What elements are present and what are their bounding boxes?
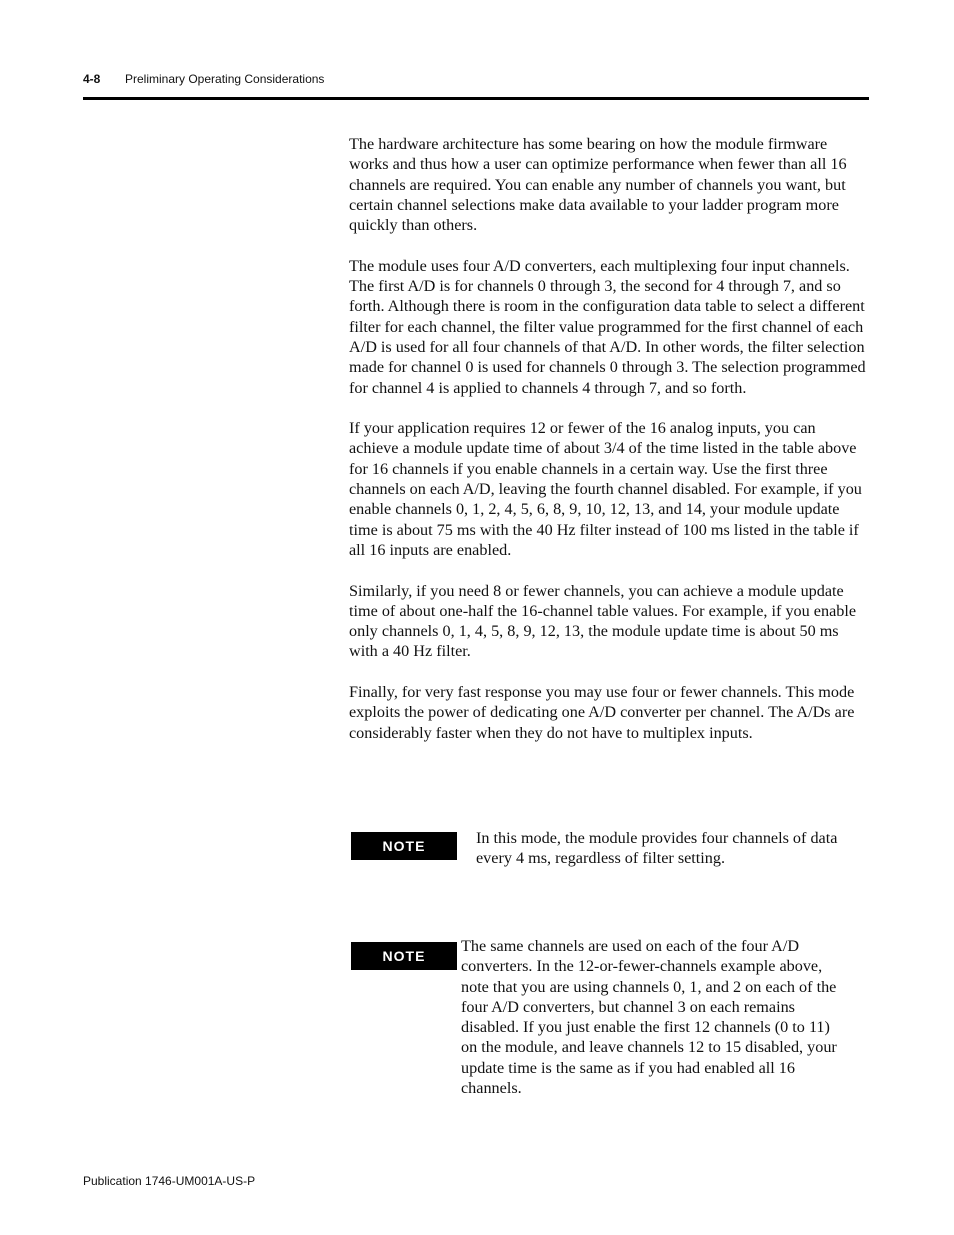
publication-footer: Publication 1746-UM001A-US-P: [83, 1174, 256, 1188]
page-number: 4-8: [83, 72, 101, 86]
paragraph: Finally, for very fast response you may use four or fewer channels. This mode exploits the power of dedicating one A/D converter per channel. The A/Ds are considerably faster when they do not have to multiplex inputs.: [349, 683, 855, 742]
paragraph: If your application requires 12 or fewer of the 16 analog inputs, you can achieve a module update time of about 3/4 of the time listed in the table above for 16 channels if you enable channels in a certain way. Use the first three channels on each A/D, leaving the fourth channel disabled. For example, if you enable channels 0, 1, 2, 4, 5, 6, 8, 9, 10, 12, 13, and 14, your module update time is about 75 ms with the 40 Hz filter instead of 100 ms listed in the table if all 16 inputs are enabled.: [349, 419, 862, 559]
section-title: Preliminary Operating Considerations: [125, 72, 325, 86]
paragraph: The module uses four A/D converters, each multiplexing four input channels. The first A/D is for channels 0 through 3, the second for 4 through 7, and so forth. Although there is room in the configuration data table to select a different filter for each channel, the filter value programmed for the first channel of each A/D is used for all four channels of that A/D. In other words, the filter selection made for channel 0 is used for channels 0 through 3. The selection programmed for channel 4 is applied to channels 4 through 7, and so forth.: [349, 256, 866, 397]
note-text: The same channels are used on each of the four A/D converters. In the 12-or-fewer-channels example above, note that you are using channels 0, 1, and 2 on each of the four A/D converters, but channel 3 on each remains disabled. If you just enable the first 12 channels (0 to 11) on the module, and leave channels 12 to 15 disabled, your update time is the same as if you had enabled all 16 channels.: [461, 937, 837, 1098]
note-label: NOTE: [351, 942, 457, 970]
page-header: [83, 72, 325, 86]
paragraph: The hardware architecture has some bearing on how the module firmware works and thus how a user can optimize performance when fewer than all 16 channels are required. You can enable any number of channels you want, but certain channel selections make data available to your ladder program more quickly than others.: [349, 135, 847, 235]
header-rule: [83, 97, 869, 100]
note-label: NOTE: [351, 832, 457, 860]
paragraph: Similarly, if you need 8 or fewer channels, you can achieve a module update time of about one-half the 16-channel table values. For example, if you enable only channels 0, 1, 4, 5, 8, 9, 12, 13, the module update time is about 50 ms with a 40 Hz filter.: [349, 581, 857, 661]
body-text: [349, 134, 869, 763]
note-text: In this mode, the module provides four channels of data every 4 ms, regardless of filter setting.: [476, 829, 838, 868]
